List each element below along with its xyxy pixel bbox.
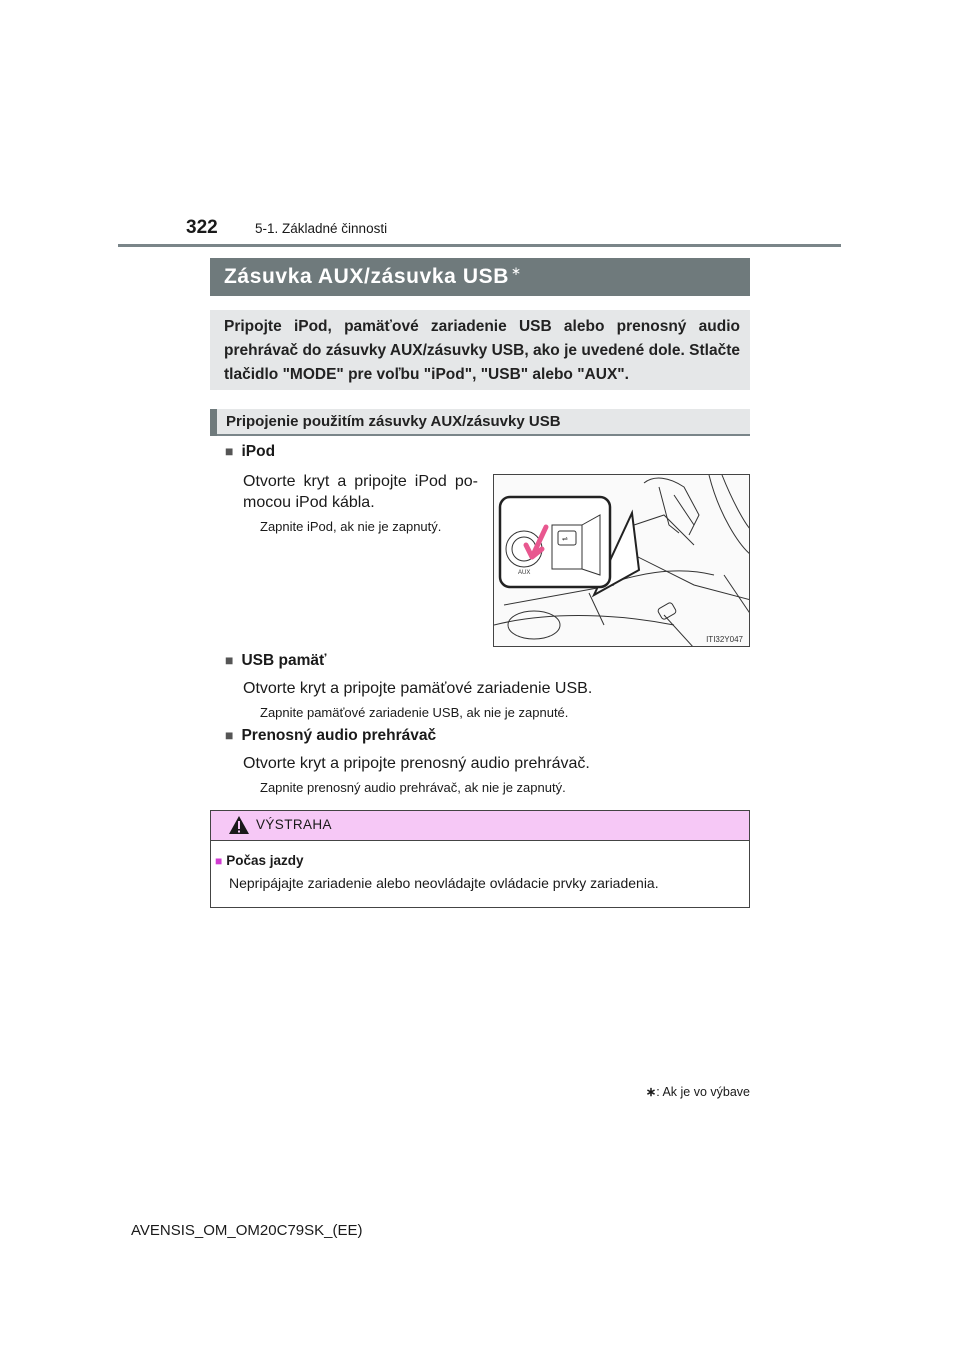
item-note: Zapnite prenosný audio prehrávač, ak nie je zapnutý.	[260, 780, 566, 795]
usb-port-illustration	[493, 474, 750, 647]
section-title: 5-1. Základné činnosti	[255, 221, 388, 236]
warning-subheading	[215, 853, 304, 868]
square-bullet-icon: ■	[215, 854, 223, 868]
warning-subheading-text: Počas jazdy	[226, 853, 304, 868]
item-note: Zapnite iPod, ak nie je zapnutý.	[260, 519, 442, 534]
warning-title: VÝSTRAHA	[256, 817, 332, 832]
page-title-text: Zásuvka AUX/zásuvka USB	[224, 265, 509, 288]
document-footer: AVENSIS_OM_OM20C79SK_(EE)	[131, 1222, 363, 1239]
item-note: Zapnite pamäťové zariadenie USB, ak nie je zapnuté.	[260, 705, 569, 720]
list-item-audio-player	[225, 727, 436, 745]
item-heading: iPod	[241, 443, 276, 460]
item-body: Otvorte kryt a pripojte prenosný audio prehrávač.	[243, 755, 590, 772]
item-heading: USB pamäť	[241, 652, 327, 669]
square-bullet-icon: ■	[225, 443, 234, 459]
header-divider	[118, 244, 841, 247]
console-drawing	[494, 475, 750, 647]
intro-text: Pripojte iPod, pamäťové zariadenie USB alebo prenosný audio prehrávač do zásuvky AUX/zásuvky USB, ako je uvedené dole. Stlačte tlačidlo "MODE" pre voľbu "iPod", "USB" alebo "AUX".	[224, 318, 740, 383]
figure-code: ITI32Y047	[706, 635, 743, 644]
footnote-text: : Ak je vo výbave	[656, 1085, 750, 1099]
subheading-accent	[210, 409, 217, 436]
footnote	[646, 1084, 750, 1099]
subheading-bar	[210, 409, 750, 436]
item-body	[243, 471, 478, 513]
warning-text: Nepripájajte zariadenie alebo neovládajte ovládacie prvky zariadenia.	[229, 875, 659, 891]
item-body: Otvorte kryt a pripojte pamäťové zariadenie USB.	[243, 680, 593, 697]
item-heading: Prenosný audio prehrávač	[241, 727, 437, 744]
warning-box	[210, 810, 750, 908]
warning-header	[211, 811, 749, 841]
usb-symbol-icon: ⇌	[562, 536, 568, 543]
list-item-usb	[225, 652, 326, 670]
square-bullet-icon: ■	[225, 727, 234, 743]
optional-marker: ∗	[510, 264, 522, 278]
item-body-line1: Otvorte kryt a pripojte iPod po-	[243, 473, 478, 490]
item-body-line2: mocou iPod kábla.	[243, 494, 375, 511]
page-title	[224, 264, 522, 289]
warning-triangle-icon	[228, 815, 250, 835]
aux-label: AUX	[518, 570, 531, 576]
subheading-text: Pripojenie použitím zásuvky AUX/zásuvky USB	[226, 413, 561, 430]
footnote-marker: ∗	[645, 1085, 657, 1099]
list-item-ipod	[225, 443, 275, 461]
square-bullet-icon: ■	[225, 652, 234, 668]
page-number: 322	[186, 217, 218, 238]
title-bar	[210, 258, 750, 296]
intro-box	[210, 310, 750, 390]
